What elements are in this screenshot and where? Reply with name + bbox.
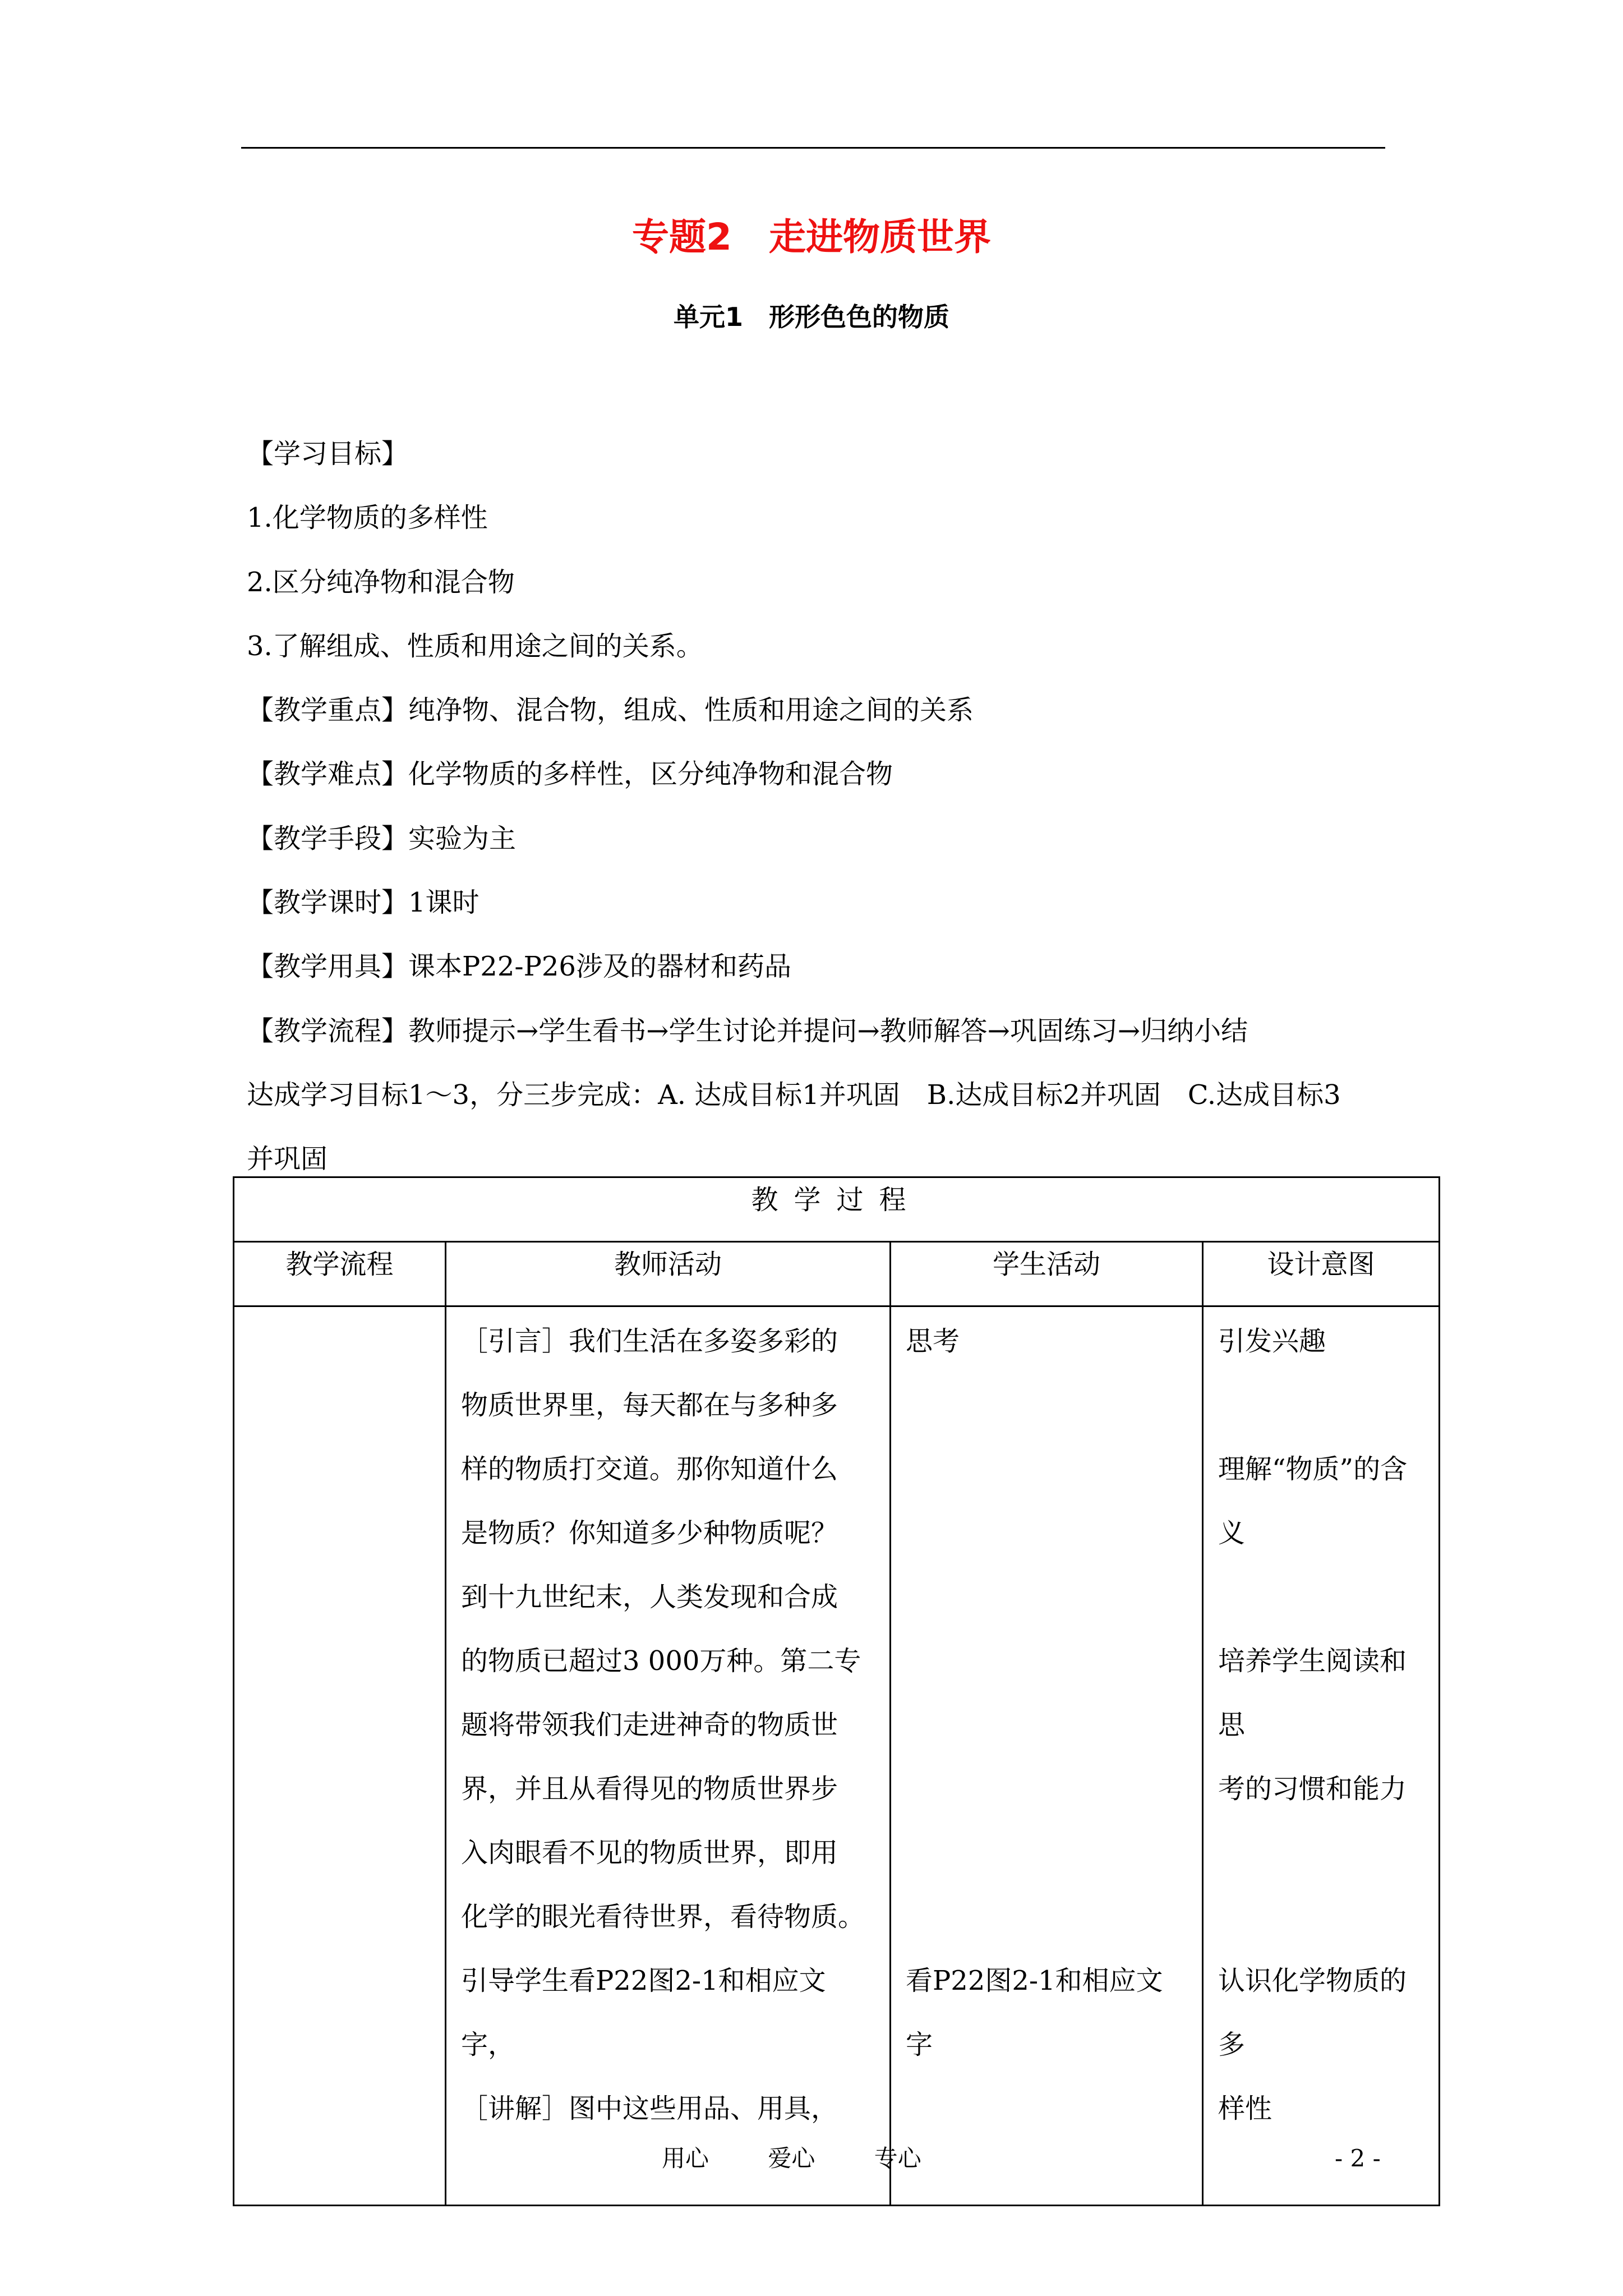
student-line [906, 1821, 1189, 1885]
body-line: 【教学课时】1课时 [247, 887, 479, 919]
body-line: 【教学用具】课本P22-P26涉及的器材和药品 [247, 951, 791, 983]
body-line: 达成学习目标1～3，分三步完成：A. 达成目标1并巩固 B.达成目标2并巩固 C.达成目标3 [247, 1079, 1341, 1111]
body-line: 【教学手段】实验为主 [247, 822, 517, 854]
student-line: 看P22图2-1和相应文 [906, 1965, 1163, 1996]
table-row [234, 1306, 1440, 2206]
student-line [906, 1565, 1189, 1629]
student-line [906, 1629, 1189, 1693]
table-title-row [234, 1177, 1440, 1242]
student-line [906, 1373, 1189, 1437]
body-line: 2.区分纯净物和混合物 [247, 566, 515, 598]
table-title: 教学过程 [234, 1177, 1440, 1242]
student-line [906, 1885, 1189, 1949]
flow-cell [234, 1306, 446, 2206]
footer-word: 专心 [874, 2145, 921, 2172]
student-line: 思考 [906, 1326, 960, 1357]
body-line: 【教学难点】化学物质的多样性，区分纯净物和混合物 [247, 758, 893, 790]
teacher-activity-cell [446, 1306, 891, 2206]
student-line [906, 1437, 1189, 1501]
teacher-line: ［讲解］图中这些用品、用具， [461, 2093, 838, 2124]
teacher-line: 化学的眼光看待世界，看待物质。 [461, 1901, 865, 1932]
column-header-intent: 设计意图 [1203, 1242, 1440, 1306]
page-title: 专题2 走进物质世界 [632, 215, 991, 259]
intent-line: 理解“物质”的含 [1218, 1453, 1408, 1485]
intent-line: 考的习惯和能力 [1218, 1773, 1407, 1805]
intent-line [1218, 1821, 1426, 1885]
intent-line: 培养学生阅读和思 [1218, 1645, 1407, 1741]
intent-line [1218, 1565, 1426, 1629]
teacher-line: 题将带领我们走进神奇的物质世 [461, 1709, 838, 1741]
page-subtitle: 单元1 形形色色的物质 [673, 302, 949, 332]
footer-word: 爱心 [768, 2145, 815, 2172]
teacher-line: 到十九世纪末，人类发现和合成 [461, 1581, 838, 1613]
teacher-line: 界，并且从看得见的物质世界步 [461, 1773, 838, 1805]
teacher-line: 的物质已超过3 000万种。第二专 [461, 1645, 861, 1677]
teacher-line: ［引言］我们生活在多姿多彩的 [461, 1326, 838, 1357]
body-line: 1.化学物质的多样性 [247, 502, 488, 534]
student-line [906, 1757, 1189, 1821]
process-table [233, 1176, 1440, 2206]
column-header-flow: 教学流程 [234, 1242, 446, 1306]
footer-word: 用心 [662, 2145, 709, 2172]
intent-line [1218, 1373, 1426, 1437]
student-activity-cell [891, 1306, 1203, 2206]
student-line [906, 1501, 1189, 1565]
intent-line: 引发兴趣 [1218, 1326, 1326, 1357]
body-line: 【学习目标】 [247, 438, 409, 470]
teacher-line: 入肉眼看不见的物质世界，即用 [461, 1837, 838, 1869]
student-line [906, 1693, 1189, 1757]
intent-line [1218, 1885, 1426, 1949]
body-text [247, 422, 1447, 1191]
teacher-line: 样的物质打交道。那你知道什么 [461, 1453, 838, 1485]
header-rule [241, 147, 1385, 149]
column-header-student: 学生活动 [891, 1242, 1203, 1306]
teacher-line: 物质世界里，每天都在与多种多 [461, 1389, 838, 1421]
table-header-row [234, 1242, 1440, 1306]
design-intent-cell [1203, 1306, 1440, 2206]
footer-motto [662, 2142, 973, 2175]
page-number: - 2 - [1335, 2145, 1381, 2172]
intent-line: 义 [1218, 1517, 1246, 1549]
student-line: 字 [906, 2029, 933, 2060]
intent-line [1218, 2141, 1426, 2205]
column-header-teacher: 教师活动 [446, 1242, 891, 1306]
intent-line: 样性 [1218, 2093, 1272, 2124]
body-line: 3.了解组成、性质和用途之间的关系。 [247, 630, 703, 662]
teacher-line: 引导学生看P22图2-1和相应文字， [461, 1965, 826, 2060]
intent-line: 认识化学物质的多 [1218, 1965, 1407, 2060]
body-line: 【教学流程】教师提示→学生看书→学生讨论并提问→教师解答→巩固练习→归纳小结 [247, 1015, 1248, 1047]
body-line: 并巩固 [247, 1143, 328, 1175]
teacher-line: 是物质？你知道多少种物质呢？ [461, 1517, 838, 1549]
body-line: 【教学重点】纯净物、混合物，组成、性质和用途之间的关系 [247, 694, 974, 726]
